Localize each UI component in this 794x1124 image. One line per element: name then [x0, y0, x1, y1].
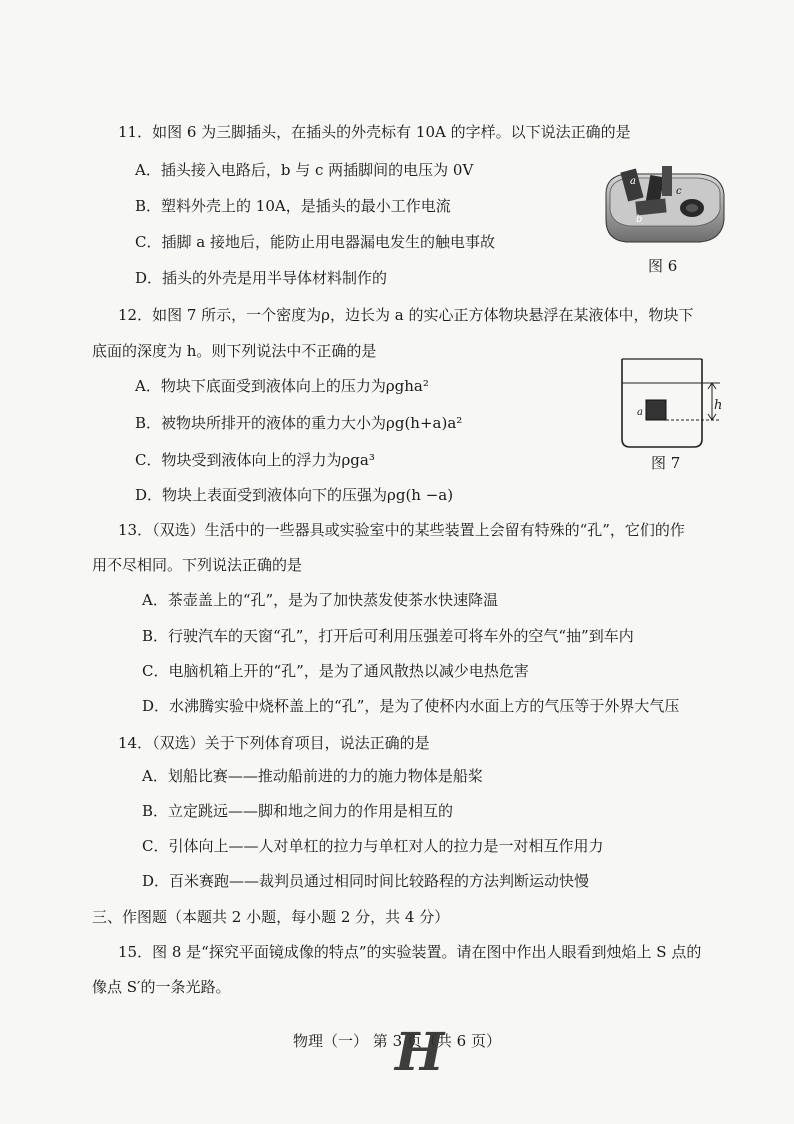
- depth-label-h: h: [714, 398, 723, 413]
- q11-option-c: C．插脚 a 接地后，能防止用电器漏电发生的触电事故: [135, 233, 495, 251]
- q11-option-a: A．插头接入电路后，b 与 c 两插脚间的电压为 0V: [135, 161, 474, 179]
- watermark-logo: H: [395, 1022, 445, 1083]
- q12-option-a: A．物块下底面受到液体向上的压力为ρgha²: [135, 377, 429, 395]
- q11-option-d: D．插头的外壳是用半导体材料制作的: [135, 269, 388, 287]
- q13-stem-line2: 用不尽相同。下列说法正确的是: [92, 556, 303, 574]
- page-footer: 物理（一） 第 3 页（共 6 页）: [293, 1032, 501, 1050]
- q13-stem-line1: 13．（双选）生活中的一些器具或实验室中的某些装置上会留有特殊的“孔”，它们的作: [118, 521, 685, 539]
- q12-option-c: C．物块受到液体向上的浮力为ρga³: [135, 451, 375, 469]
- q12-stem-line1: 12．如图 7 所示，一个密度为ρ，边长为 a 的实心正方体物块悬浮在某液体中，物块下: [118, 306, 694, 324]
- q12-option-d: D．物块上表面受到液体向下的压强为ρg(h −a): [135, 486, 454, 504]
- plug-label-b: b: [636, 214, 643, 225]
- q14-option-a: A．划船比赛——推动船前进的力的施力物体是船桨: [142, 767, 483, 785]
- q11-option-b: B．塑料外壳上的 10A，是插头的最小工作电流: [135, 197, 451, 215]
- q15-stem-line2: 像点 S′的一条光路。: [92, 978, 231, 996]
- q13-option-a: A．茶壶盖上的“孔”，是为了加快蒸发使茶水快速降温: [142, 591, 499, 609]
- q13-option-d: D．水沸腾实验中烧杯盖上的“孔”，是为了使杯内水面上方的气压等于外界大气压: [142, 697, 680, 715]
- q12-option-b: B．被物块所排开的液体的重力大小为ρg(h+a)a²: [135, 414, 463, 432]
- q14-option-d: D．百米赛跑——裁判员通过相同时间比较路程的方法判断运动快慢: [142, 872, 590, 890]
- fig6-caption: 图 6: [648, 257, 678, 275]
- cube-label-a: a: [637, 407, 643, 418]
- beaker-figure: [620, 355, 725, 455]
- fig7-caption: 图 7: [651, 454, 681, 472]
- section-3-heading: 三、作图题（本题共 2 小题，每小题 2 分，共 4 分）: [92, 908, 450, 926]
- plug-label-a: a: [630, 176, 636, 187]
- q14-option-b: B．立定跳远——脚和地之间力的作用是相互的: [142, 802, 454, 820]
- q11-stem: 11．如图 6 为三脚插头，在插头的外壳标有 10A 的字样。以下说法正确的是: [118, 123, 631, 141]
- plug-figure: [596, 162, 730, 252]
- q14-stem: 14．（双选）关于下列体育项目，说法正确的是: [118, 734, 430, 752]
- q15-stem-line1: 15．图 8 是“探究平面镜成像的特点”的实验装置。请在图中作出人眼看到烛焰上 S 点的: [118, 943, 702, 961]
- q13-option-b: B．行驶汽车的天窗“孔”，打开后可利用压强差可将车外的空气“抽”到车内: [142, 627, 634, 645]
- q12-stem-line2: 底面的深度为 h。则下列说法中不正确的是: [92, 342, 377, 360]
- plug-label-c: c: [676, 186, 682, 197]
- q14-option-c: C．引体向上——人对单杠的拉力与单杠对人的拉力是一对相互作用力: [142, 837, 604, 855]
- q13-option-c: C．电脑机箱上开的“孔”，是为了通风散热以减少电热危害: [142, 662, 529, 680]
